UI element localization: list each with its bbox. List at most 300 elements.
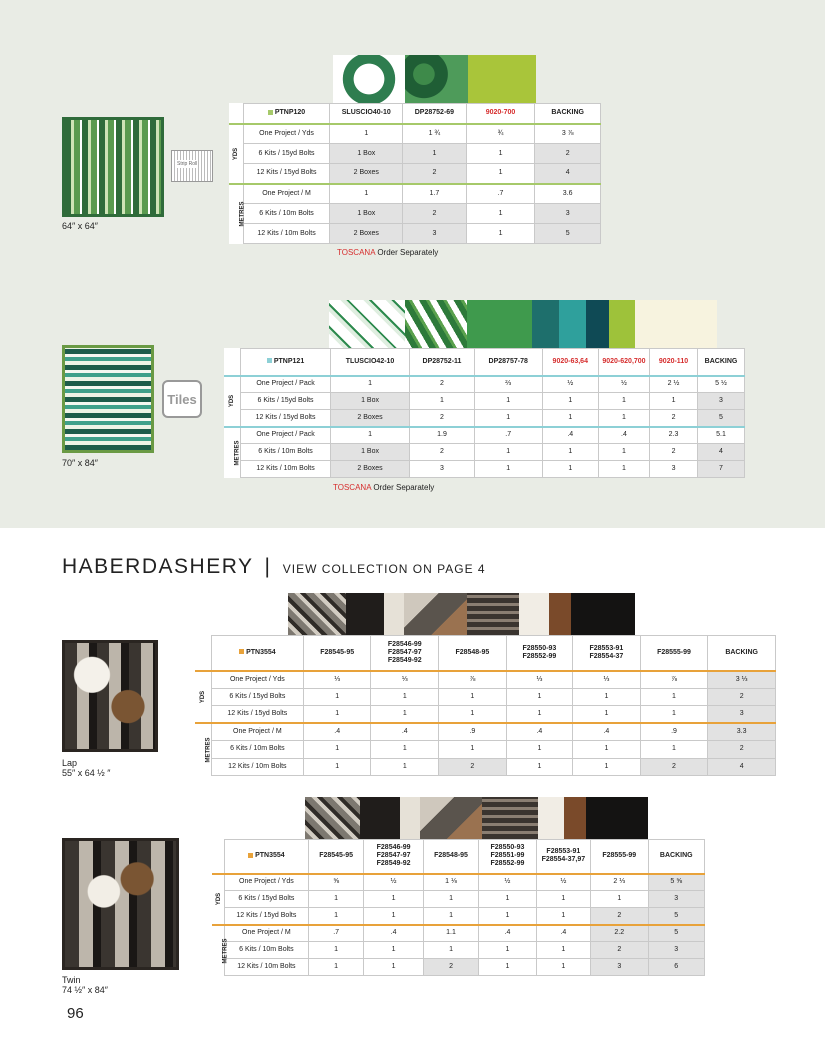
title-divider: | xyxy=(264,555,272,578)
table-row xyxy=(195,688,776,706)
row-label: 6 Kits / 10m Bolts xyxy=(224,942,308,959)
table-cell: .4 xyxy=(303,723,371,741)
table-cell: 5 xyxy=(535,224,601,244)
column-header xyxy=(224,840,308,874)
table-cell: ½ xyxy=(536,874,590,891)
swatch-dp28752-69 xyxy=(405,55,468,103)
quilt-size-name: Lap xyxy=(62,758,78,768)
table-cell: 1 xyxy=(308,959,363,976)
table-cell: .4 xyxy=(542,427,598,444)
column-header xyxy=(708,636,776,671)
swatch-strip-ptnp120 xyxy=(333,55,536,103)
column-header xyxy=(640,636,708,671)
table-cell: 3 xyxy=(591,959,648,976)
table-cell: 5 ⅝ xyxy=(648,874,705,891)
quilt-size-caption: 64″ x 64″ xyxy=(62,221,98,231)
column-header xyxy=(479,840,536,874)
table-row xyxy=(229,204,601,224)
row-label: One Project / M xyxy=(243,184,330,204)
table-row xyxy=(195,741,776,759)
table-cell: ½ xyxy=(364,874,424,891)
row-label: One Project / M xyxy=(211,723,303,741)
table-cell: 2 xyxy=(591,908,648,925)
table-cell: ¾ xyxy=(466,124,535,144)
swatch-f28553 xyxy=(538,797,564,839)
table-cell: 1 xyxy=(650,393,698,410)
table-cell: 1 Box xyxy=(330,393,409,410)
swatch-f28555-99 xyxy=(586,797,648,839)
color-dot-icon xyxy=(248,853,253,858)
row-label: 12 Kits / 10m Bolts xyxy=(243,224,330,244)
table-row xyxy=(224,393,745,410)
swatch-f28550 xyxy=(467,593,519,635)
table-cell: 1 Box xyxy=(330,444,409,461)
table-corner xyxy=(195,636,211,671)
table-cell: 1 xyxy=(573,688,641,706)
table-cell: 1 xyxy=(330,124,403,144)
column-header xyxy=(243,104,330,124)
row-label: 6 Kits / 15yd Bolts xyxy=(241,393,331,410)
table-corner xyxy=(224,349,241,376)
table-cell: ⅓ xyxy=(303,671,371,689)
table-cell: 1 xyxy=(573,758,641,776)
table-cell: 1 xyxy=(423,891,478,908)
quilt-size-caption: 55″ x 64 ½ ″ xyxy=(62,768,111,778)
table-cell: .7 xyxy=(474,427,542,444)
table-cell: 2 xyxy=(403,204,467,224)
table-cell: 1 xyxy=(598,410,649,427)
section-title xyxy=(62,555,486,579)
table-cell: 1 xyxy=(506,706,572,724)
table-cell: 1 xyxy=(479,908,536,925)
kit-table-twin xyxy=(212,839,705,976)
table-cell: ½ xyxy=(542,376,598,393)
row-label: 12 Kits / 15yd Bolts xyxy=(241,410,331,427)
column-header xyxy=(650,349,698,376)
unit-label: METRES xyxy=(239,201,246,227)
column-header xyxy=(698,349,745,376)
table-cell: .4 xyxy=(536,925,590,942)
column-header xyxy=(648,840,705,874)
table-cell: 1 xyxy=(542,393,598,410)
column-header xyxy=(330,349,409,376)
table-cell: 1 xyxy=(474,393,542,410)
table-cell: 1 xyxy=(423,942,478,959)
column-header xyxy=(573,636,641,671)
table-cell: 2 xyxy=(640,758,708,776)
table-row xyxy=(229,184,601,204)
column-header-label: F28550-93 F28551-99 F28552-99 xyxy=(490,844,525,868)
table-cell: 1 xyxy=(330,184,403,204)
table-cell: ⅞ xyxy=(439,671,507,689)
row-label: One Project / M xyxy=(224,925,308,942)
table-cell: ½ xyxy=(598,376,649,393)
row-label: One Project / Yds xyxy=(243,124,330,144)
table-cell: 1 xyxy=(474,410,542,427)
swatch-f28545-95 xyxy=(305,797,360,839)
table-cell: 1 xyxy=(542,444,598,461)
table-cell: 2.3 xyxy=(650,427,698,444)
table-cell: 1 xyxy=(371,706,439,724)
table-cell: 1 xyxy=(536,942,590,959)
table-cell: 1 xyxy=(403,144,467,164)
column-header-label: PTNP121 xyxy=(273,357,305,365)
unit-label: METRES xyxy=(222,937,229,964)
table-row xyxy=(229,124,601,144)
table-cell: 2 xyxy=(423,959,478,976)
table-cell: .4 xyxy=(371,723,439,741)
table-cell: .4 xyxy=(479,925,536,942)
view-collection-link[interactable]: VIEW COLLECTION ON PAGE 4 xyxy=(282,562,486,576)
column-header-label: 9020-700 xyxy=(485,109,516,117)
column-header-label: 9020-110 xyxy=(658,357,689,365)
table-cell: 2 xyxy=(403,164,467,184)
table-cell: 2 xyxy=(410,444,475,461)
table-cell: 1 xyxy=(410,393,475,410)
column-header-label: F28555-99 xyxy=(657,648,691,656)
table-cell: 3 xyxy=(698,393,745,410)
column-header-label: F28545-95 xyxy=(320,648,355,656)
table-cell: 3 xyxy=(708,706,776,724)
column-header xyxy=(439,636,507,671)
column-header-label: F28548-95 xyxy=(455,648,490,656)
table-cell: 3.3 xyxy=(708,723,776,741)
swatch-9020-700 xyxy=(609,300,635,348)
column-header xyxy=(542,349,598,376)
column-header xyxy=(211,636,303,671)
table-row xyxy=(229,144,601,164)
table-cell: 1 xyxy=(303,706,371,724)
row-label: 6 Kits / 15yd Bolts xyxy=(224,891,308,908)
table-cell: 2 xyxy=(708,688,776,706)
swatch-f28547 xyxy=(400,797,420,839)
table-cell: 1 ⅛ xyxy=(423,874,478,891)
swatch-f28553 xyxy=(519,593,549,635)
table-cell: 1 xyxy=(466,164,535,184)
table-cell: 1 xyxy=(536,959,590,976)
swatch-roll xyxy=(333,55,405,103)
table-cell: ⅓ xyxy=(506,671,572,689)
column-header-label: F28550-93 F28552-99 xyxy=(522,644,557,660)
table-cell: 1 xyxy=(423,908,478,925)
table-cell: 1 xyxy=(308,942,363,959)
table-cell: .4 xyxy=(573,723,641,741)
table-cell: 3 xyxy=(648,942,705,959)
column-header-label: DP28752-69 xyxy=(414,109,455,117)
table-row xyxy=(212,942,705,959)
table-cell: 1 xyxy=(439,741,507,759)
unit-group-label xyxy=(212,874,224,925)
table-row xyxy=(212,908,705,925)
column-header xyxy=(598,349,649,376)
column-header xyxy=(403,104,467,124)
quilt-image-ptnp120 xyxy=(62,117,164,217)
table-cell: 1.9 xyxy=(410,427,475,444)
column-header-label: F28553-91 F28554-37,97 xyxy=(541,848,586,864)
column-header-label: BACKING xyxy=(725,648,758,656)
kit-table-ptnp121 xyxy=(224,348,745,478)
quilt-size-name: Twin xyxy=(62,975,81,985)
row-label: 6 Kits / 10m Bolts xyxy=(211,741,303,759)
column-header-label: BACKING xyxy=(704,357,738,365)
table-cell: 1 xyxy=(640,688,708,706)
table-cell: 1 xyxy=(573,741,641,759)
row-label: 12 Kits / 15yd Bolts xyxy=(211,706,303,724)
table-cell: 1 xyxy=(506,741,572,759)
table-cell: 1 xyxy=(598,393,649,410)
swatch-9020-63 xyxy=(532,300,559,348)
table-cell: 2 Boxes xyxy=(330,410,409,427)
table-cell: 3 xyxy=(650,461,698,478)
row-label: 12 Kits / 15yd Bolts xyxy=(224,908,308,925)
table-cell: 1 xyxy=(330,427,409,444)
page-number: 96 xyxy=(67,1005,84,1022)
swatch-dp28752-11 xyxy=(405,300,467,348)
table-cell: 5 xyxy=(698,410,745,427)
column-header-label: F28546-99 F28547-97 F28549-92 xyxy=(376,844,411,868)
table-cell: 2 xyxy=(708,741,776,759)
table-cell: 2 Boxes xyxy=(330,164,403,184)
column-header xyxy=(371,636,439,671)
swatch-dp28757-78 xyxy=(467,300,532,348)
table-row xyxy=(212,959,705,976)
unit-group-label xyxy=(224,427,241,478)
unit-label: YDS xyxy=(229,394,236,408)
order-note: TOSCANA Order Separately xyxy=(337,248,439,257)
swatch-9020-620 xyxy=(586,300,609,348)
column-header xyxy=(410,349,475,376)
table-cell: 1 Box xyxy=(330,144,403,164)
quilt-image-ptnp121 xyxy=(62,345,154,453)
table-corner xyxy=(229,104,243,124)
table-cell: 1 xyxy=(640,706,708,724)
table-cell: 1 xyxy=(466,224,535,244)
table-cell: ⅓ xyxy=(371,671,439,689)
table-cell: 3 xyxy=(410,461,475,478)
table-cell: 2 xyxy=(410,410,475,427)
column-header-label: PTNP120 xyxy=(274,109,306,117)
table-cell: 2 xyxy=(650,410,698,427)
table-cell: 1 xyxy=(364,891,424,908)
swatch-f28550 xyxy=(482,797,538,839)
table-cell: 1 xyxy=(330,376,409,393)
table-cell: .9 xyxy=(439,723,507,741)
table-cell: 2 ½ xyxy=(650,376,698,393)
table-cell: 1 xyxy=(466,204,535,224)
column-header-label: F28555-99 xyxy=(602,852,637,860)
table-cell: .4 xyxy=(506,723,572,741)
table-cell: 1 xyxy=(371,688,439,706)
table-cell: .9 xyxy=(640,723,708,741)
table-corner xyxy=(212,840,224,874)
table-cell: 2.2 xyxy=(591,925,648,942)
table-cell: 3 xyxy=(403,224,467,244)
kit-table-lap xyxy=(195,635,776,776)
row-label: 12 Kits / 10m Bolts xyxy=(241,461,331,478)
row-label: One Project / Pack xyxy=(241,376,331,393)
table-cell: 1 xyxy=(542,410,598,427)
table-cell: 5 xyxy=(648,925,705,942)
table-cell: 5.1 xyxy=(698,427,745,444)
table-row xyxy=(224,427,745,444)
table-cell: 1 xyxy=(308,908,363,925)
column-header-label: 9020-63,64 xyxy=(552,357,588,365)
table-cell: 1 xyxy=(303,758,371,776)
table-cell: 5 ½ xyxy=(698,376,745,393)
table-cell: 1.7 xyxy=(403,184,467,204)
table-row xyxy=(224,461,745,478)
table-cell: 1.1 xyxy=(423,925,478,942)
table-cell: 1 xyxy=(479,942,536,959)
unit-group-label xyxy=(224,376,241,427)
column-header xyxy=(241,349,331,376)
row-label: 6 Kits / 15yd Bolts xyxy=(243,144,330,164)
table-cell: 2 xyxy=(535,144,601,164)
table-cell: 4 xyxy=(535,164,601,184)
table-cell: 2 ⅓ xyxy=(591,874,648,891)
row-label: 6 Kits / 10m Bolts xyxy=(241,444,331,461)
table-cell: 2 xyxy=(439,758,507,776)
table-row xyxy=(224,410,745,427)
swatch-9020-700 xyxy=(468,55,536,103)
column-header xyxy=(535,104,601,124)
table-cell: 1 xyxy=(303,741,371,759)
column-header-label: TLUSCIO42-10 xyxy=(345,357,395,365)
table-cell: 1 xyxy=(474,444,542,461)
table-cell: 1 xyxy=(308,891,363,908)
column-header-label: DP28757-78 xyxy=(488,357,528,365)
table-cell: 1 xyxy=(371,758,439,776)
column-header-label: PTN3554 xyxy=(255,852,285,860)
table-cell: 2 xyxy=(591,942,648,959)
table-cell: 1 xyxy=(364,942,424,959)
table-cell: 1 xyxy=(506,758,572,776)
column-header-label: PTN3554 xyxy=(246,648,276,656)
table-cell: 1 ¾ xyxy=(403,124,467,144)
column-header xyxy=(536,840,590,874)
column-header-label: BACKING xyxy=(659,852,693,860)
swatch-f28547 xyxy=(384,593,404,635)
swatch-f28548-95 xyxy=(404,593,467,635)
order-note: TOSCANA Order Separately xyxy=(333,483,435,492)
unit-group-label xyxy=(229,184,246,244)
swatch-tlusc xyxy=(329,300,405,348)
table-cell: 3 ⅓ xyxy=(708,671,776,689)
column-header xyxy=(308,840,363,874)
table-cell: 1 xyxy=(640,741,708,759)
table-row xyxy=(224,444,745,461)
table-cell: 2 Boxes xyxy=(330,461,409,478)
table-cell: 3 ⅞ xyxy=(535,124,601,144)
unit-group-label xyxy=(195,671,211,724)
table-row xyxy=(212,925,705,942)
column-header-label: 9020-620,700 xyxy=(602,357,646,365)
unit-group-label xyxy=(195,723,211,776)
table-cell: 1 xyxy=(303,688,371,706)
row-label: 12 Kits / 10m Bolts xyxy=(224,959,308,976)
column-header-label: DP28752-11 xyxy=(422,357,462,365)
table-cell: ⅝ xyxy=(308,874,363,891)
unit-group-label xyxy=(212,925,229,976)
table-cell: ⅞ xyxy=(640,671,708,689)
swatch-strip-twin xyxy=(305,797,648,839)
unit-label: METRES xyxy=(234,439,241,466)
row-label: 6 Kits / 10m Bolts xyxy=(243,204,330,224)
column-header xyxy=(591,840,648,874)
table-cell: 2 Boxes xyxy=(330,224,403,244)
swatch-f28548-95 xyxy=(420,797,482,839)
column-header-label: SLUSCIO40-10 xyxy=(341,109,391,117)
table-row xyxy=(224,376,745,393)
swatch-f28554 xyxy=(549,593,571,635)
row-label: One Project / Pack xyxy=(241,427,331,444)
table-cell: 3.6 xyxy=(535,184,601,204)
table-cell: ½ xyxy=(479,874,536,891)
quilt-image-twin xyxy=(62,838,179,970)
table-cell: 1 xyxy=(598,461,649,478)
table-cell: 1 Box xyxy=(330,204,403,224)
table-cell: .4 xyxy=(364,925,424,942)
table-cell: ⅔ xyxy=(474,376,542,393)
swatch-f28546-99 xyxy=(346,593,384,635)
table-cell: .4 xyxy=(598,427,649,444)
table-row xyxy=(195,758,776,776)
table-cell: 1 xyxy=(466,144,535,164)
table-cell: 1 xyxy=(598,444,649,461)
table-cell: 1 xyxy=(591,891,648,908)
unit-label: METRES xyxy=(205,737,212,763)
table-row xyxy=(212,874,705,891)
table-cell: 1 xyxy=(573,706,641,724)
column-header xyxy=(303,636,371,671)
row-label: 6 Kits / 15yd Bolts xyxy=(211,688,303,706)
color-dot-icon xyxy=(239,649,244,654)
column-header xyxy=(474,349,542,376)
unit-label: YDS xyxy=(199,690,206,703)
table-cell: 3 xyxy=(535,204,601,224)
swatch-f28546-99 xyxy=(360,797,400,839)
column-header-label: F28545-95 xyxy=(319,852,354,860)
table-cell: 1 xyxy=(371,741,439,759)
swatch-strip-lap xyxy=(288,593,635,635)
table-cell: 1 xyxy=(536,908,590,925)
swatch-9020-110 xyxy=(635,300,717,348)
table-cell: 1 xyxy=(364,908,424,925)
table-cell: 1 xyxy=(536,891,590,908)
unit-label: YDS xyxy=(216,892,223,906)
tiles-logo: Tiles xyxy=(162,380,202,418)
row-label: 12 Kits / 10m Bolts xyxy=(211,758,303,776)
table-cell: 4 xyxy=(698,444,745,461)
quilt-size-caption: 70″ x 84″ xyxy=(62,458,98,468)
column-header-label: F28553-91 F28554-37 xyxy=(589,644,624,660)
table-cell: 7 xyxy=(698,461,745,478)
swatch-f28545-95 xyxy=(288,593,346,635)
table-cell: 2 xyxy=(410,376,475,393)
kit-table-ptnp120 xyxy=(229,103,601,244)
table-row xyxy=(229,164,601,184)
table-cell: 5 xyxy=(648,908,705,925)
row-label: One Project / Yds xyxy=(211,671,303,689)
table-cell: 1 xyxy=(479,959,536,976)
table-cell: 3 xyxy=(648,891,705,908)
color-dot-icon xyxy=(267,358,272,363)
swatch-9020-64 xyxy=(559,300,586,348)
row-label: One Project / Yds xyxy=(224,874,308,891)
table-row xyxy=(212,891,705,908)
strip-roll-label: Strip Roll xyxy=(177,161,198,167)
row-label: 12 Kits / 15yd Bolts xyxy=(243,164,330,184)
